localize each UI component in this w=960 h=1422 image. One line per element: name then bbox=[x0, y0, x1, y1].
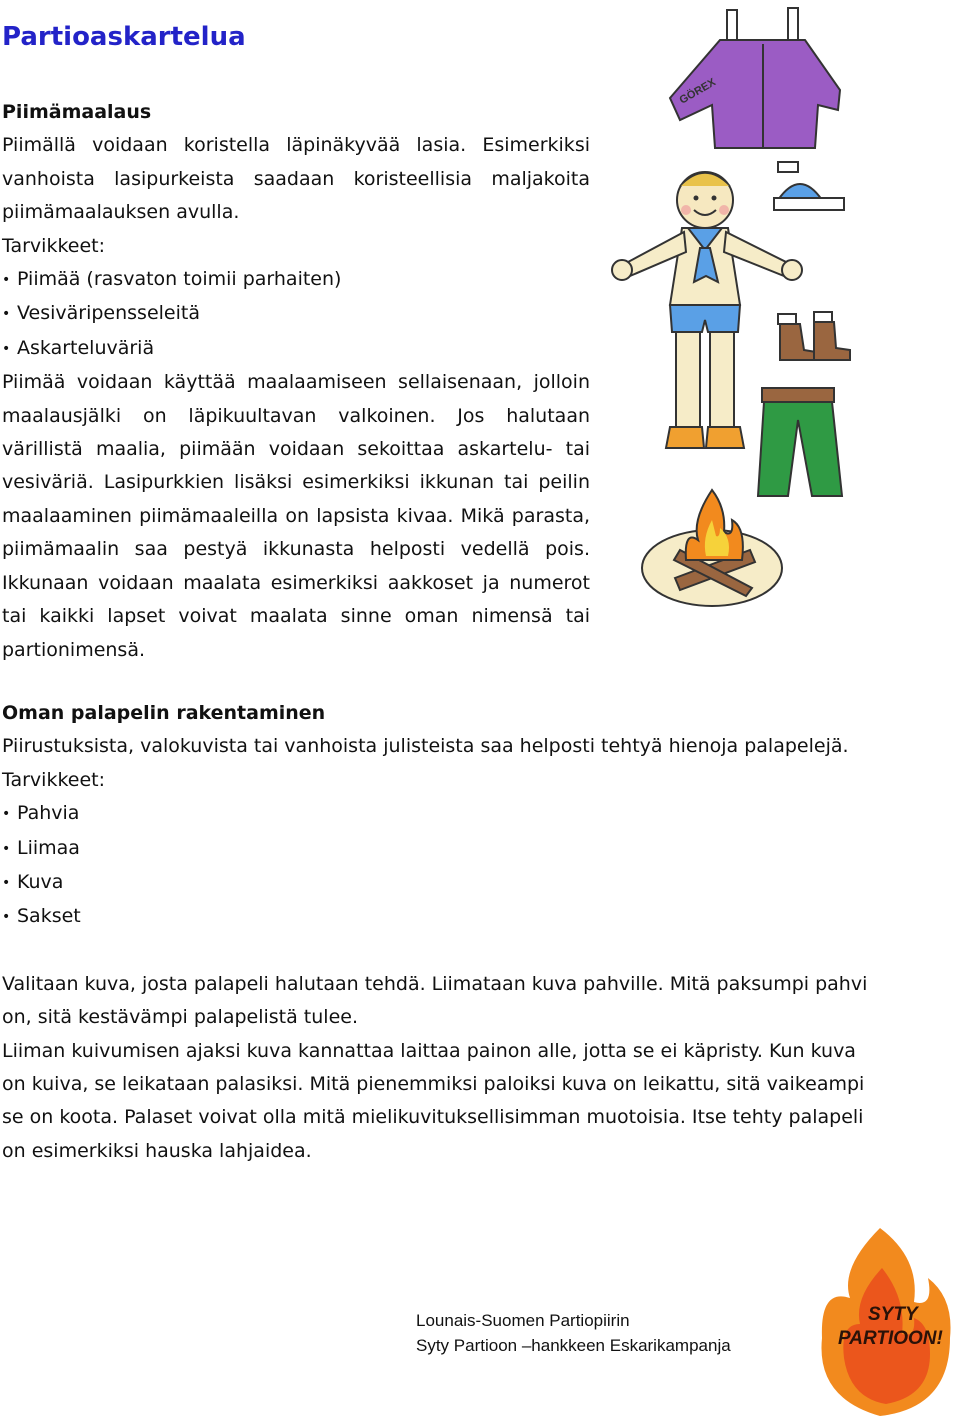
list-item: • Askarteluväriä bbox=[2, 332, 590, 366]
footer-line: Lounais-Suomen Partiopiirin bbox=[416, 1311, 630, 1330]
supplies-label: Tarvikkeet: bbox=[2, 768, 105, 791]
list-item: • Piimää (rasvaton toimii parhaiten) bbox=[2, 263, 590, 297]
jacket-illustration bbox=[670, 8, 840, 148]
scout-paper-doll-illustration bbox=[600, 0, 860, 510]
section-heading: Piimämaalaus bbox=[2, 101, 152, 123]
logo-text-line1: SYTY bbox=[868, 1304, 918, 1325]
jacket-label: GÖREX bbox=[677, 76, 718, 107]
section-body: Piimää voidaan käyttää maalaamiseen sellaisenaan, jolloin maalausjälki on läpikuultavan valkoinen. Jos halutaan värillistä maalia, piimään voidaan sekoittaa askartelu- tai vesiväriä. Lasipurkkien lisäksi esimerkiksi ikkunan tai peilin maalaaminen piimämaaleilla on lapsista kivaa. Mikä parasta, piimämaalin saa pestyä ikkunasta helposti vedellä pois. Ikkunaan voidaan maalata esimerkiksi aakkoset ja numerot tai kaikki lapset voivat maalata sinne oman nimensä tai partionimensä. bbox=[2, 371, 590, 661]
supplies-list bbox=[2, 797, 882, 935]
syty-partioon-logo bbox=[810, 1228, 955, 1418]
list-item: • Vesiväripensseleitä bbox=[2, 297, 590, 331]
cap-illustration bbox=[774, 162, 844, 210]
supplies-label: Tarvikkeet: bbox=[2, 234, 105, 257]
section-heading: Oman palapelin rakentaminen bbox=[2, 702, 326, 724]
supplies-list bbox=[2, 263, 590, 366]
list-item: • Pahvia bbox=[2, 797, 882, 831]
instructions-paragraph: Liiman kuivumisen ajaksi kuva kannattaa laittaa painon alle, jotta se ei käpristy. Kun kuva on kuiva, se leikataan palasiksi. Mitä pienemmiksi paloiksi kuva on leikattu, sitä vaikeampi se on koota. Palaset voivat olla mitä mielikuvituksellisimman muotoisia. Itse tehty palapeli on esimerkiksi hauska lahjaidea. bbox=[2, 1039, 865, 1162]
page-title: Partioaskartelua bbox=[2, 22, 246, 52]
logo-text-line2: PARTIOON! bbox=[838, 1328, 943, 1349]
section-intro: Piirustuksista, valokuvista tai vanhoista julisteista saa helposti tehtyä hienoja palapelejä. bbox=[2, 735, 849, 758]
footer-line: Syty Partioon –hankkeen Eskarikampanja bbox=[416, 1336, 731, 1355]
list-item: • Kuva bbox=[2, 866, 882, 900]
list-item: • Liimaa bbox=[2, 832, 882, 866]
instructions-paragraph: Valitaan kuva, josta palapeli halutaan tehdä. Liimataan kuva pahville. Mitä paksumpi pahvi on, sitä kestävämpi palapelistä tulee. bbox=[2, 972, 868, 1029]
section-piimamaalaus bbox=[2, 96, 590, 667]
list-item: • Sakset bbox=[2, 900, 882, 934]
boots-illustration bbox=[778, 312, 850, 360]
campfire-illustration bbox=[640, 480, 790, 610]
section-intro: Piimällä voidaan koristella läpinäkyvää lasia. Esimerkiksi vanhoista lasipurkeista saadaan koristeellisia maljakoita piimämaalauksen avulla. bbox=[2, 134, 590, 224]
section-palapeli bbox=[2, 697, 882, 1168]
footer bbox=[416, 1308, 731, 1358]
